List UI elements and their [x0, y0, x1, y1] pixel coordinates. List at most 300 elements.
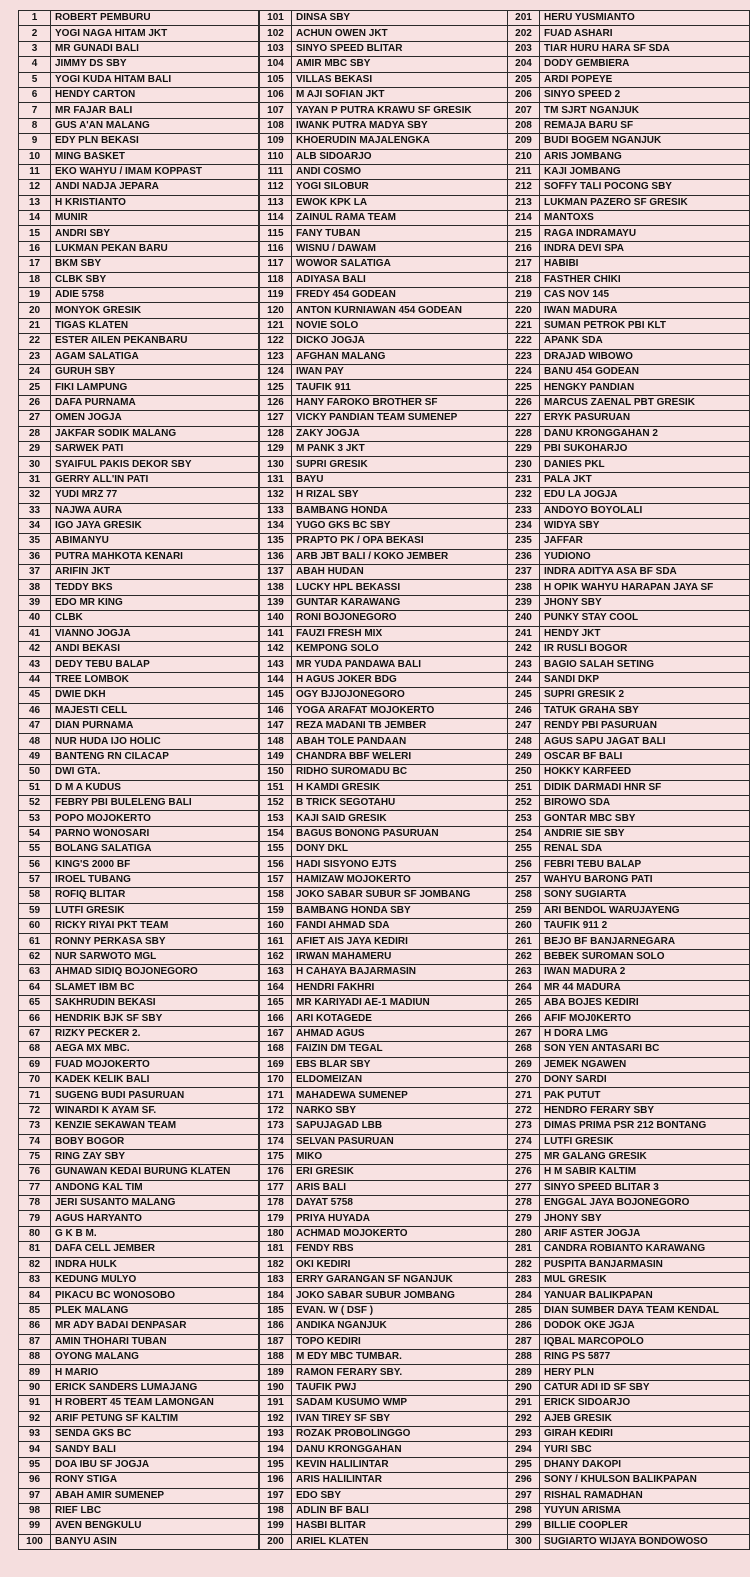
entry-name: PARNO WONOSARI [51, 826, 259, 841]
entry-name: HENGKY PANDIAN [540, 380, 750, 395]
entry-number: 110 [260, 149, 292, 164]
entry-number: 90 [19, 1380, 51, 1395]
entry-number: 115 [260, 226, 292, 241]
table-row [19, 549, 259, 564]
entry-number: 39 [19, 595, 51, 610]
entry-number: 95 [19, 1457, 51, 1472]
entry-name: AMIR MBC SBY [292, 57, 512, 72]
entry-name: IR RUSLI BOGOR [540, 642, 750, 657]
table-row [19, 1396, 259, 1411]
table-row [260, 472, 512, 487]
entry-number: 252 [508, 795, 540, 810]
entry-name: ARIS HALILINTAR [292, 1473, 512, 1488]
entry-name: REMAJA BARU SF [540, 118, 750, 133]
entry-name: KEDUNG MULYO [51, 1273, 259, 1288]
table-row [19, 996, 259, 1011]
entry-number: 103 [260, 41, 292, 56]
entry-name: HENDRO FERARY SBY [540, 1103, 750, 1118]
entry-number: 152 [260, 795, 292, 810]
entry-number: 37 [19, 565, 51, 580]
entry-number: 242 [508, 642, 540, 657]
entry-number: 229 [508, 441, 540, 456]
entry-name: ESTER AILEN PEKANBARU [51, 334, 259, 349]
entry-number: 157 [260, 872, 292, 887]
entry-name: ERYK PASURUAN [540, 411, 750, 426]
entry-name: ANDONG KAL TIM [51, 1180, 259, 1195]
table-row [19, 872, 259, 887]
table-row [260, 919, 512, 934]
entry-number: 236 [508, 549, 540, 564]
entry-number: 223 [508, 349, 540, 364]
entry-name: M EDY MBC TUMBAR. [292, 1349, 512, 1364]
entry-number: 91 [19, 1396, 51, 1411]
entry-number: 280 [508, 1226, 540, 1241]
table-row [508, 288, 750, 303]
entry-name: H RIZAL SBY [292, 488, 512, 503]
entry-number: 230 [508, 457, 540, 472]
entry-name: OSCAR BF BALI [540, 749, 750, 764]
entry-name: M PANK 3 JKT [292, 441, 512, 456]
table-row [19, 1319, 259, 1334]
entry-name: TAUFIK 911 [292, 380, 512, 395]
entry-number: 263 [508, 965, 540, 980]
table-row [19, 1534, 259, 1549]
table-row [260, 1503, 512, 1518]
entry-number: 190 [260, 1380, 292, 1395]
entry-number: 194 [260, 1442, 292, 1457]
entry-number: 122 [260, 334, 292, 349]
entry-name: YOGA ARAFAT MOJOKERTO [292, 703, 512, 718]
entry-number: 76 [19, 1165, 51, 1180]
entry-name: DIDIK DARMADI HNR SF [540, 780, 750, 795]
entry-name: G K B M. [51, 1226, 259, 1241]
table-row [508, 1180, 750, 1195]
table-row [260, 195, 512, 210]
table-row [508, 503, 750, 518]
entry-number: 11 [19, 164, 51, 179]
table-row [508, 534, 750, 549]
entry-number: 70 [19, 1072, 51, 1087]
table-row [260, 1026, 512, 1041]
entry-number: 141 [260, 626, 292, 641]
entry-number: 183 [260, 1273, 292, 1288]
table-row [260, 1011, 512, 1026]
entry-name: EWOK KPK LA [292, 195, 512, 210]
table-row [19, 318, 259, 333]
entry-number: 108 [260, 118, 292, 133]
entry-number: 178 [260, 1196, 292, 1211]
table-row [19, 134, 259, 149]
table-row [508, 903, 750, 918]
table-row [508, 226, 750, 241]
entry-name: SARWEK PATI [51, 441, 259, 456]
entry-number: 219 [508, 288, 540, 303]
entry-name: IWANK PUTRA MADYA SBY [292, 118, 512, 133]
table-row [260, 134, 512, 149]
entry-name: INDRA ADITYA ASA BF SDA [540, 565, 750, 580]
entry-name: LUKMAN PAZERO SF GRESIK [540, 195, 750, 210]
entry-name: HENDRIK BJK SF SBY [51, 1011, 259, 1026]
entry-number: 86 [19, 1319, 51, 1334]
table-row [508, 1519, 750, 1534]
entry-name: CLBK SBY [51, 272, 259, 287]
entry-name: MARCUS ZAENAL PBT GRESIK [540, 395, 750, 410]
table-row [508, 780, 750, 795]
entry-name: AGAM SALATIGA [51, 349, 259, 364]
table-row [508, 364, 750, 379]
entry-name: JHONY SBY [540, 595, 750, 610]
table-row [19, 1488, 259, 1503]
entry-number: 276 [508, 1165, 540, 1180]
entry-name: DEDY TEBU BALAP [51, 657, 259, 672]
entry-number: 228 [508, 426, 540, 441]
entry-number: 248 [508, 734, 540, 749]
table-row [508, 1534, 750, 1549]
table-row [19, 1473, 259, 1488]
entry-number: 101 [260, 11, 292, 26]
table-row [260, 580, 512, 595]
entry-name: HASBI BLITAR [292, 1519, 512, 1534]
entry-number: 265 [508, 996, 540, 1011]
entry-name: TIGAS KLATEN [51, 318, 259, 333]
table-row [19, 626, 259, 641]
table-row [19, 26, 259, 41]
entry-number: 114 [260, 211, 292, 226]
table-row [19, 1119, 259, 1134]
entry-number: 19 [19, 288, 51, 303]
table-row [508, 1119, 750, 1134]
entry-number: 196 [260, 1473, 292, 1488]
entry-name: SAKHRUDIN BEKASI [51, 996, 259, 1011]
entry-name: FAIZIN DM TEGAL [292, 1042, 512, 1057]
table-row [260, 1180, 512, 1195]
entry-name: BEBEK SUROMAN SOLO [540, 949, 750, 964]
entry-name: TAUFIK PWJ [292, 1380, 512, 1395]
entry-number: 284 [508, 1288, 540, 1303]
entry-name: DIMAS PRIMA PSR 212 BONTANG [540, 1119, 750, 1134]
entry-name: HERU YUSMIANTO [540, 11, 750, 26]
entry-number: 260 [508, 919, 540, 934]
entry-name: SELVAN PASURUAN [292, 1134, 512, 1149]
entry-name: H KRISTIANTO [51, 195, 259, 210]
entry-number: 240 [508, 611, 540, 626]
entry-name: KEMPONG SOLO [292, 642, 512, 657]
entry-name: RIEF LBC [51, 1503, 259, 1518]
table-row [508, 996, 750, 1011]
entry-name: JAKFAR SODIK MALANG [51, 426, 259, 441]
table-row [19, 965, 259, 980]
entry-number: 156 [260, 857, 292, 872]
table-row [260, 1442, 512, 1457]
entry-name: SONY SUGIARTA [540, 888, 750, 903]
table-row [508, 1196, 750, 1211]
entry-number: 124 [260, 364, 292, 379]
entry-name: SONY / KHULSON BALIKPAPAN [540, 1473, 750, 1488]
entry-number: 214 [508, 211, 540, 226]
table-row [260, 949, 512, 964]
table-row [19, 457, 259, 472]
entry-name: GUNAWAN KEDAI BURUNG KLATEN [51, 1165, 259, 1180]
table-row [508, 795, 750, 810]
entry-name: PBI SUKOHARJO [540, 441, 750, 456]
entry-number: 142 [260, 642, 292, 657]
table-row [260, 1319, 512, 1334]
entry-number: 135 [260, 534, 292, 549]
entry-number: 112 [260, 180, 292, 195]
entry-name: JERI SUSANTO MALANG [51, 1196, 259, 1211]
table-row [260, 888, 512, 903]
entry-name: PALA JKT [540, 472, 750, 487]
entry-number: 218 [508, 272, 540, 287]
entry-number: 47 [19, 718, 51, 733]
entry-number: 126 [260, 395, 292, 410]
table-row [508, 595, 750, 610]
table-row [260, 87, 512, 102]
entry-name: CANDRA ROBIANTO KARAWANG [540, 1242, 750, 1257]
table-row [260, 411, 512, 426]
entry-name: JEMEK NGAWEN [540, 1057, 750, 1072]
entry-name: BKM SBY [51, 257, 259, 272]
table-row [260, 380, 512, 395]
entry-name: BILLIE COOPLER [540, 1519, 750, 1534]
table-row [19, 1211, 259, 1226]
entry-number: 92 [19, 1411, 51, 1426]
entry-number: 293 [508, 1426, 540, 1441]
entry-name: ERI GRESIK [292, 1165, 512, 1180]
table-row [508, 164, 750, 179]
entry-number: 220 [508, 303, 540, 318]
entry-number: 100 [19, 1534, 51, 1549]
entry-number: 129 [260, 441, 292, 456]
table-row [19, 1226, 259, 1241]
table-row [508, 1334, 750, 1349]
entry-name: ACHUN OWEN JKT [292, 26, 512, 41]
entry-number: 204 [508, 57, 540, 72]
entry-name: AGUS HARYANTO [51, 1211, 259, 1226]
entry-name: FASTHER CHIKI [540, 272, 750, 287]
table-row [508, 565, 750, 580]
entry-name: ARIFIN JKT [51, 565, 259, 580]
table-row [260, 211, 512, 226]
entry-name: DICKO JOGJA [292, 334, 512, 349]
entry-name: MR YUDA PANDAWA BALI [292, 657, 512, 672]
entry-number: 300 [508, 1534, 540, 1549]
table-row [260, 657, 512, 672]
entry-name: HABIBI [540, 257, 750, 272]
table-row [508, 1242, 750, 1257]
entry-number: 175 [260, 1149, 292, 1164]
entry-name: OYONG MALANG [51, 1349, 259, 1364]
entry-number: 34 [19, 518, 51, 533]
entry-name: HAMIZAW MOJOKERTO [292, 872, 512, 887]
entry-name: HERY PLN [540, 1365, 750, 1380]
entry-number: 146 [260, 703, 292, 718]
table-row [260, 1396, 512, 1411]
table-row [508, 580, 750, 595]
table-row [19, 795, 259, 810]
entry-name: ERICK SANDERS LUMAJANG [51, 1380, 259, 1395]
entry-name: INDRA HULK [51, 1257, 259, 1272]
entry-number: 4 [19, 57, 51, 72]
table-row [19, 1165, 259, 1180]
entry-name: FEBRY PBI BULELENG BALI [51, 795, 259, 810]
table-row [260, 611, 512, 626]
entry-number: 295 [508, 1457, 540, 1472]
entry-number: 278 [508, 1196, 540, 1211]
entry-name: RIDHO SUROMADU BC [292, 765, 512, 780]
entry-name: RICKY RIYAI PKT TEAM [51, 919, 259, 934]
entry-name: YUDIONO [540, 549, 750, 564]
entry-number: 217 [508, 257, 540, 272]
table-row [19, 1072, 259, 1087]
table-row [508, 1380, 750, 1395]
entry-name: OKI KEDIRI [292, 1257, 512, 1272]
entry-number: 192 [260, 1411, 292, 1426]
table-row [508, 1349, 750, 1364]
entry-number: 10 [19, 149, 51, 164]
table-row [19, 688, 259, 703]
table-row [260, 303, 512, 318]
entry-name: LUCKY HPL BEKASSI [292, 580, 512, 595]
table-row [260, 180, 512, 195]
table-row [508, 1503, 750, 1518]
table-row [19, 1257, 259, 1272]
entry-number: 155 [260, 842, 292, 857]
entry-number: 125 [260, 380, 292, 395]
entry-number: 266 [508, 1011, 540, 1026]
table-row [19, 1411, 259, 1426]
table-row [508, 318, 750, 333]
entry-name: SANDY BALI [51, 1442, 259, 1457]
entry-name: SANDI DKP [540, 672, 750, 687]
entry-name: RISHAL RAMADHAN [540, 1488, 750, 1503]
entry-number: 33 [19, 503, 51, 518]
entry-name: FUAD MOJOKERTO [51, 1057, 259, 1072]
entry-name: NUR HUDA IJO HOLIC [51, 734, 259, 749]
table-row [508, 626, 750, 641]
table-row [19, 1180, 259, 1195]
table-row [260, 395, 512, 410]
entry-number: 143 [260, 657, 292, 672]
entry-number: 27 [19, 411, 51, 426]
table-row [260, 1473, 512, 1488]
entry-number: 145 [260, 688, 292, 703]
entry-number: 277 [508, 1180, 540, 1195]
entry-number: 215 [508, 226, 540, 241]
table-row [19, 349, 259, 364]
entry-name: IWAN MADURA [540, 303, 750, 318]
table-row [260, 288, 512, 303]
entry-name: HENDY JKT [540, 626, 750, 641]
table-row [19, 241, 259, 256]
entry-name: ARIS BALI [292, 1180, 512, 1195]
entry-name: H MARIO [51, 1365, 259, 1380]
entry-number: 273 [508, 1119, 540, 1134]
entry-number: 134 [260, 518, 292, 533]
table-row [19, 1011, 259, 1026]
entry-number: 51 [19, 780, 51, 795]
entry-number: 6 [19, 87, 51, 102]
entry-name: KEVIN HALILINTAR [292, 1457, 512, 1472]
table-row [260, 457, 512, 472]
entry-number: 234 [508, 518, 540, 533]
table-row [260, 549, 512, 564]
table-row [260, 903, 512, 918]
entry-number: 128 [260, 426, 292, 441]
entry-name: KAJI SAID GRESIK [292, 811, 512, 826]
entry-number: 58 [19, 888, 51, 903]
table-row [508, 1365, 750, 1380]
table-row [508, 934, 750, 949]
table-row [260, 164, 512, 179]
table-row [19, 842, 259, 857]
table-row [260, 1242, 512, 1257]
entry-name: ANTON KURNIAWAN 454 GODEAN [292, 303, 512, 318]
table-row [260, 1534, 512, 1549]
table-row [19, 518, 259, 533]
entry-name: HENDY CARTON [51, 87, 259, 102]
entry-name: EBS BLAR SBY [292, 1057, 512, 1072]
table-row [508, 718, 750, 733]
entry-number: 275 [508, 1149, 540, 1164]
entry-name: KING'S 2000 BF [51, 857, 259, 872]
table-row [19, 534, 259, 549]
entry-name: ABA BOJES KEDIRI [540, 996, 750, 1011]
entry-name: ARIS JOMBANG [540, 149, 750, 164]
entry-name: MIKO [292, 1149, 512, 1164]
entry-number: 237 [508, 565, 540, 580]
entry-number: 168 [260, 1042, 292, 1057]
entry-name: WIDYA SBY [540, 518, 750, 533]
entry-number: 22 [19, 334, 51, 349]
table-row [19, 1134, 259, 1149]
table-row [508, 1426, 750, 1441]
entry-number: 235 [508, 534, 540, 549]
entry-name: RONNY PERKASA SBY [51, 934, 259, 949]
entry-number: 244 [508, 672, 540, 687]
entry-name: BAYU [292, 472, 512, 487]
table-row [508, 1319, 750, 1334]
entry-name: YOGI NAGA HITAM JKT [51, 26, 259, 41]
entry-number: 38 [19, 580, 51, 595]
table-row [508, 642, 750, 657]
table-row [508, 611, 750, 626]
table-row [19, 980, 259, 995]
table-row [508, 1273, 750, 1288]
entry-number: 164 [260, 980, 292, 995]
entry-number: 160 [260, 919, 292, 934]
table-row [508, 303, 750, 318]
entry-name: PAK PUTUT [540, 1088, 750, 1103]
table-row [508, 41, 750, 56]
table-row [19, 303, 259, 318]
table-row [19, 1349, 259, 1364]
entry-number: 261 [508, 934, 540, 949]
entry-name: VICKY PANDIAN TEAM SUMENEP [292, 411, 512, 426]
table-row [19, 611, 259, 626]
entry-number: 139 [260, 595, 292, 610]
entry-name: PRIYA HUYADA [292, 1211, 512, 1226]
entry-number: 232 [508, 488, 540, 503]
entry-number: 72 [19, 1103, 51, 1118]
entry-number: 165 [260, 996, 292, 1011]
entry-name: D M A KUDUS [51, 780, 259, 795]
entry-name: KHOERUDIN MAJALENGKA [292, 134, 512, 149]
entry-number: 227 [508, 411, 540, 426]
entry-name: RAGA INDRAMAYU [540, 226, 750, 241]
table-row [508, 149, 750, 164]
table-row [508, 11, 750, 26]
